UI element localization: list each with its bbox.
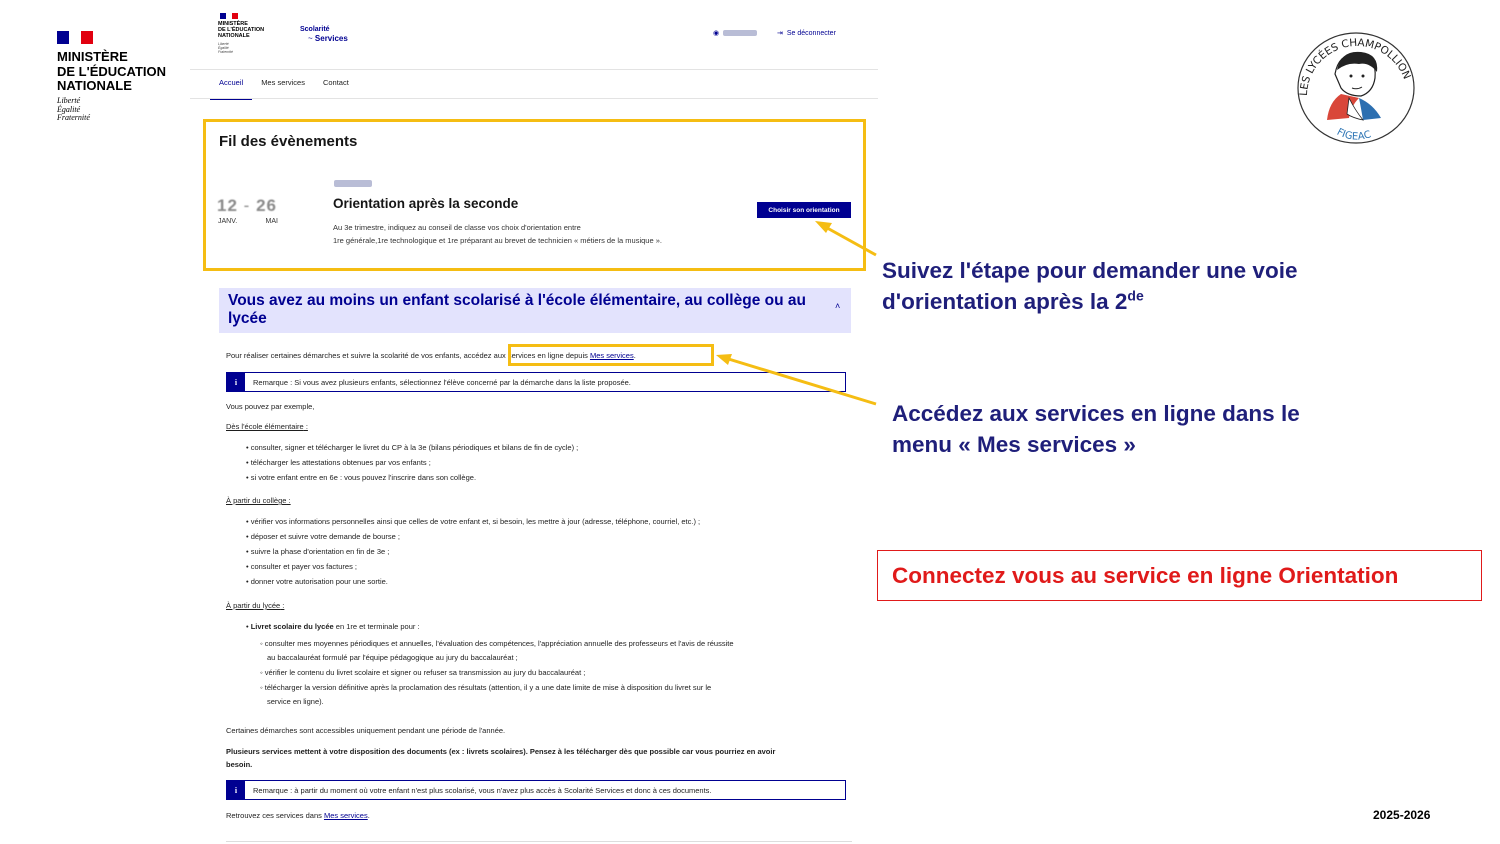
annotation-step: Suivez l'étape pour demander une voie d'orientation après la 2de — [882, 258, 1298, 314]
champollion-portrait-icon — [1327, 52, 1381, 120]
example-text: Vous pouvez par exemple, — [226, 402, 315, 411]
mes-services-link[interactable]: Mes services — [589, 351, 634, 360]
list-item: • vérifier vos informations personnelles ainsi que celles de votre enfant et, si besoin, les mettre à jour (adresse, téléphone, courriel, etc.) ; — [246, 517, 701, 526]
site-ministry-block[interactable]: MINISTÈRE DE L'ÉDUCATION NATIONALE — [218, 21, 265, 39]
nav-mes-services[interactable]: Mes services — [261, 78, 305, 87]
intro-paragraph: Pour réaliser certaines démarches et suivre la scolarité de vos enfants, accédez aux services en ligne depuis Mes services. — [226, 351, 636, 360]
main-nav — [210, 78, 358, 100]
ministry-logo-motto: Liberté Égalité Fraternité — [57, 96, 90, 122]
event-heading: Orientation après la seconde — [333, 196, 519, 211]
list-item: • consulter, signer et télécharger le livret du CP à la 3e (bilans périodiques et bilans de fin de cycle) ; — [246, 443, 579, 452]
user-circle-icon: ◉ — [713, 30, 720, 37]
scolarite-services-logo[interactable]: Scolarité ~ Services — [300, 26, 348, 43]
connect-callout-text: Connectez vous au service en ligne Orientation — [892, 563, 1399, 588]
event-description: Au 3e trimestre, indiquez au conseil de classe vos choix d'orientation entre 1re générale,1re technologique et 1re préparant au brevet de technicien « métiers de la musique ». — [333, 223, 662, 245]
website-screenshot — [190, 0, 878, 844]
event-dates: 12 - 26 — [217, 196, 277, 215]
sub-list-item: ◦ télécharger la version définitive après la proclamation des résultats (attention, il y a une date limite de mise à disposition du livret sur le — [260, 683, 712, 692]
swoosh-icon: ~ — [308, 34, 313, 43]
info-icon: i — [227, 781, 245, 799]
child-name-blurred — [334, 180, 372, 187]
header-divider — [190, 69, 878, 70]
docs-text: Plusieurs services mettent à votre disposition des documents (ex : livrets scolaires). Pensez à les télécharger dès que possible car vous pourriez en avoir besoin. — [226, 747, 776, 769]
lycee-heading: À partir du lycée : — [226, 601, 285, 610]
list-item: • consulter et payer vos factures ; — [246, 562, 358, 571]
event-months: JANV. MAI — [218, 218, 278, 225]
note-multiple-children: i Remarque : Si vous avez plusieurs enfants, sélectionnez l'élève concerné par la démarche dans la liste proposée. — [226, 372, 846, 392]
retrouvez-text: Retrouvez ces services dans Mes services. — [226, 811, 370, 820]
logout-button[interactable]: ⇥ Se déconnecter — [777, 29, 836, 37]
events-title: Fil des évènements — [219, 133, 358, 150]
chevron-up-icon[interactable]: ˄ — [835, 301, 841, 311]
ecole-heading: Dès l'école élémentaire : — [226, 422, 308, 431]
annotation-services: Accédez aux services en ligne dans le menu « Mes services » — [892, 401, 1300, 457]
list-item: • donner votre autorisation pour une sortie. — [246, 577, 388, 586]
lycee-champollion-logo — [1289, 22, 1423, 146]
info-icon: i — [227, 373, 245, 391]
sub-list-item-cont: au baccalauréat formulé par l'équipe pédagogique au jury du baccalauréat ; — [267, 653, 518, 662]
choose-orientation-button[interactable]: Choisir son orientation — [757, 202, 851, 218]
user-account-button[interactable] — [713, 29, 757, 37]
sub-list-item-cont: service en ligne). — [267, 697, 324, 706]
logo-arc-bottom: FIGEAC — [1334, 126, 1373, 143]
user-name-blurred — [723, 30, 757, 36]
school-year: 2025-2026 — [1373, 808, 1431, 822]
logo-arc-top: LES LYCÉES CHAMPOLLION — [1297, 36, 1413, 97]
mes-services-link-bottom[interactable]: Mes services — [323, 811, 368, 820]
nav-divider — [190, 98, 878, 99]
list-item: • Livret scolaire du lycée en 1re et terminale pour : — [246, 622, 420, 631]
logout-icon: ⇥ — [777, 30, 783, 37]
accordion-title: Vous avez au moins un enfant scolarisé à l'école élémentaire, au collège ou au lycée — [228, 292, 806, 327]
nav-accueil[interactable]: Accueil — [210, 78, 252, 100]
sub-list-item: ◦ consulter mes moyennes périodiques et annuelles, l'évaluation des compétences, l'appréciation annuelle des professeurs et l'avis de réussite — [260, 639, 734, 648]
site-motto: Liberté Égalité Fraternité — [218, 42, 233, 54]
note-no-longer-enrolled: i Remarque : à partir du moment où votre enfant n'est plus scolarisé, vous n'avez plus accès à Scolarité Services et donc à ces documents. — [226, 780, 846, 800]
ministry-logo-title: MINISTÈRE DE L'ÉDUCATION NATIONALE — [57, 49, 167, 93]
nav-contact[interactable]: Contact — [322, 78, 349, 87]
sub-list-item: ◦ vérifier le contenu du livret scolaire et signer ou refuser sa transmission au jury du baccalauréat ; — [260, 668, 586, 677]
list-item: • déposer et suivre votre demande de bourse ; — [246, 532, 400, 541]
list-item: • télécharger les attestations obtenues par vos enfants ; — [246, 458, 431, 467]
college-heading: À partir du collège : — [226, 496, 291, 505]
site-marianne-icon — [220, 13, 238, 19]
list-item: • si votre enfant entre en 6e : vous pouvez l'inscrire dans son collège. — [246, 473, 477, 482]
services-link-highlight — [508, 344, 714, 366]
bottom-divider — [226, 841, 852, 842]
period-text: Certaines démarches sont accessibles uniquement pendant une période de l'année. — [226, 726, 506, 735]
marianne-flag-icon — [57, 31, 93, 44]
list-item: • suivre la phase d'orientation en fin de 3e ; — [246, 547, 390, 556]
